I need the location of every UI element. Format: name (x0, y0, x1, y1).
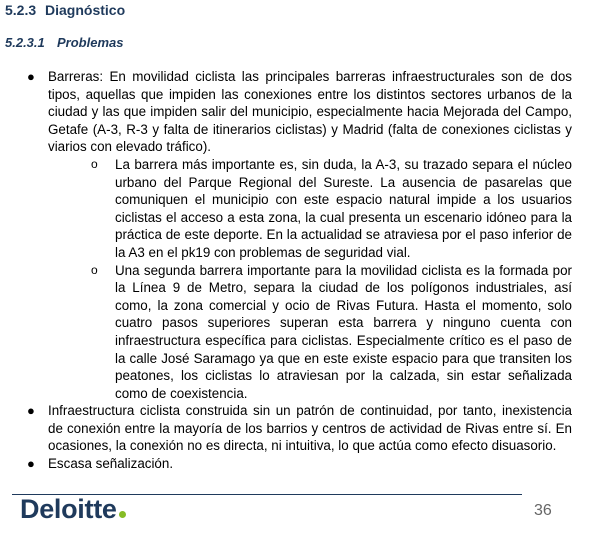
sub-list-item-text: La barrera más importante es, sin duda, la A-3, su trazado separa el núcleo urbano del Parque Regional del Sureste. La ausencia de pasarelas que comuniquen el municipio con este espacio natural impide a los usuarios ciclistas el acceso a esta zona, la cual presenta un escenario idóneo para la práctica de este deporte. En la actualidad se atraviesa por el paso inferior de la A3 en el pk19 con problemas de seguridad vial. (115, 156, 572, 260)
list-item-text: Infraestructura ciclista construida sin un patrón de continuidad, por tanto, inexistencia de conexión entre la mayoría de los barrios y centros de actividad de Rivas entre sí. En ocasiones, la conexión no es directa, ni intuitiva, lo que actúa como efecto disuasorio. (48, 403, 572, 454)
bullet-dot-icon: ● (27, 69, 35, 84)
subsection-number: 5.2.3.1 (5, 35, 45, 50)
sub-bullet-list (48, 156, 572, 402)
subsection-heading (5, 35, 123, 50)
deloitte-logo (20, 494, 126, 525)
section-title: Diagnóstico (45, 2, 126, 18)
list-item-text: Barreras: En movilidad ciclista las principales barreras infraestructurales son de dos tipos, aquellas que impiden las conexiones entre los distintos sectores urbanos de la ciudad y las que impiden salir del municipio, especialmente hacia Mejorada del Campo, Getafe (A-3, R-3 y falta de itinerarios ciclistas) y Madrid (falta de conexiones ciclistas y viarios con elevado tráfico). (48, 69, 572, 155)
logo-dot-icon (119, 511, 126, 518)
list-item (0, 455, 594, 473)
list-item-text: Escasa señalización. (48, 456, 174, 472)
bullet-circle-icon: o (91, 156, 98, 171)
sub-list-item-text: Una segunda barrera importante para la movilidad ciclista es la formada por la Línea 9 de Metro, separa la ciudad de los polígonos industriales, así como, la zona comercial y ocio de Rivas Futura. Hasta el momento, solo cuatro pasos superiores superan esta barrera y ninguno cuenta con infraestructura específica para ciclistas. Especialmente crítico es el paso de la calle José Saramago ya que en este existe espacio para que transiten los peatones, los ciclistas lo atraviesan por la calzada, sin estar señalizada como de coexistencia. (115, 262, 572, 401)
bullet-dot-icon: ● (27, 456, 35, 472)
section-heading (5, 2, 125, 18)
bullet-list (0, 68, 594, 473)
bullet-dot-icon: ● (27, 403, 35, 419)
list-item (0, 68, 594, 402)
body-content (0, 68, 594, 473)
subsection-title: Problemas (57, 35, 124, 50)
bullet-circle-icon: o (91, 262, 98, 277)
sub-list-item (48, 262, 572, 403)
sub-list-item (48, 156, 572, 262)
list-item (0, 402, 594, 455)
page-number: 36 (534, 502, 552, 519)
logo-text: Deloitte (20, 494, 117, 524)
section-number: 5.2.3 (5, 2, 37, 18)
